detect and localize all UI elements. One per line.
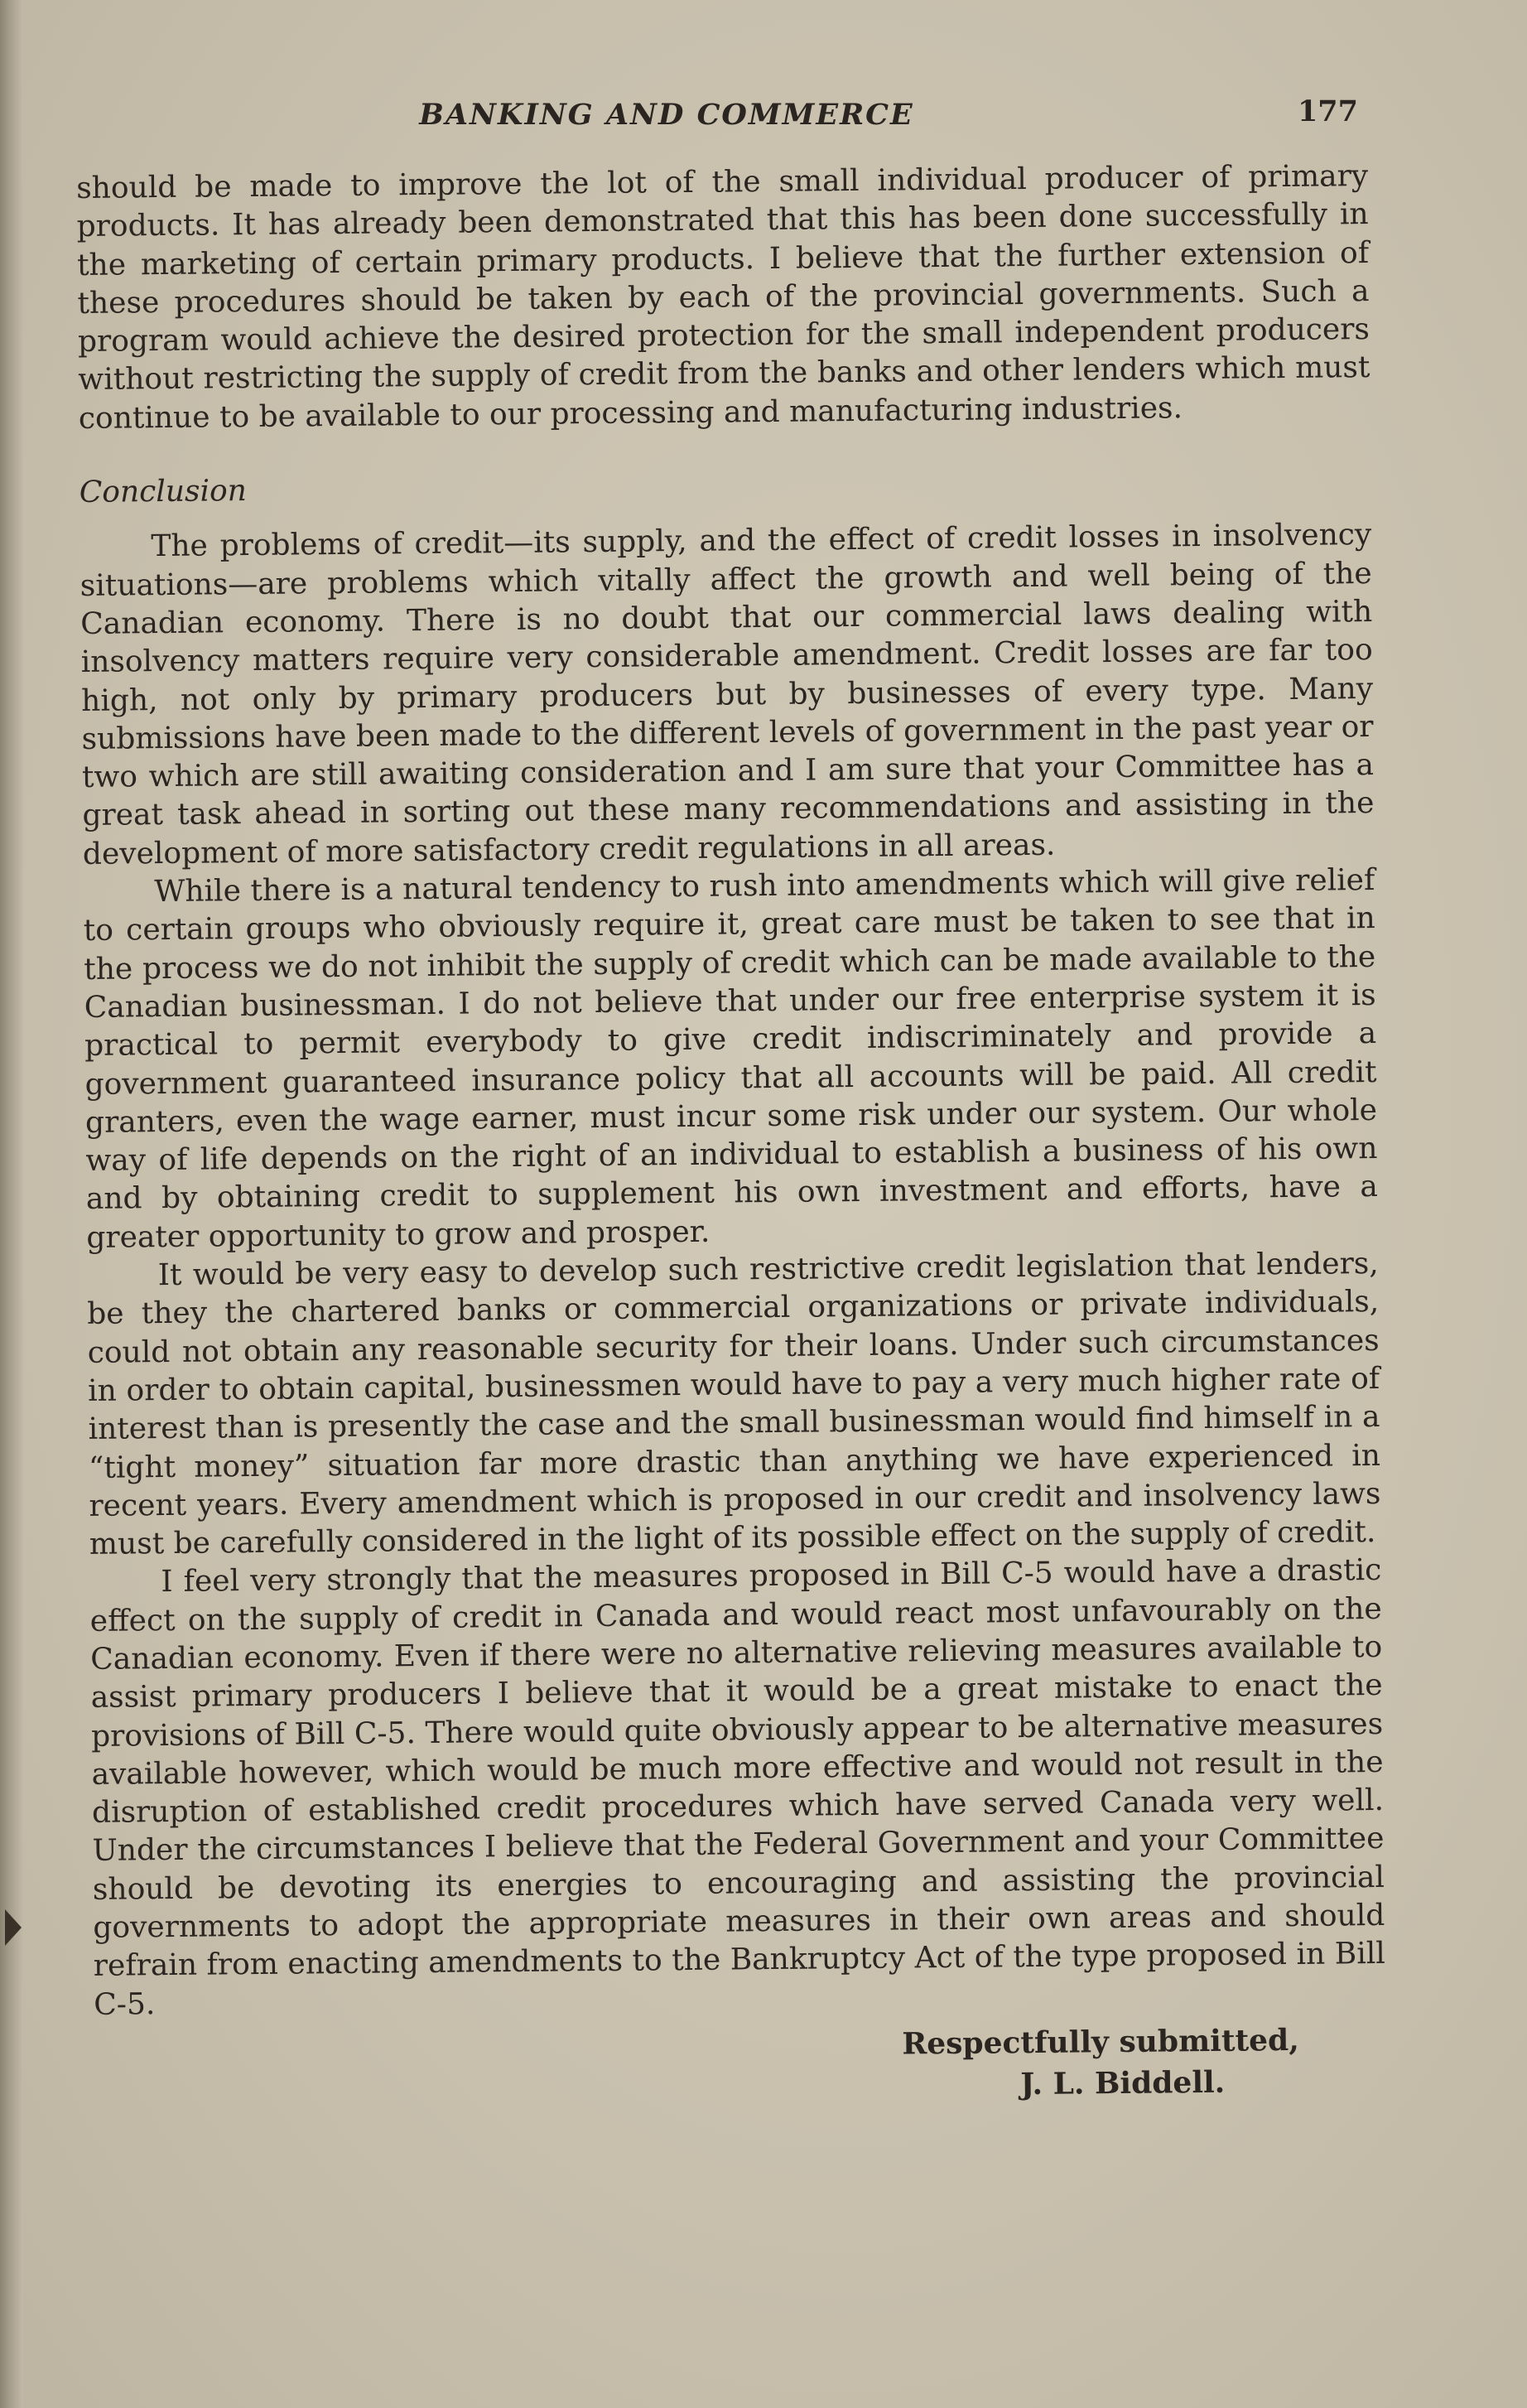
paragraph: While there is a natural tendency to rush into amendments which will give relief to certain groups who obviously require it, great care must be taken to see that in the process we do not inhibit the supply of credit which can be made available to the Canadian businessman. I do not believe that under our free enterprise system it is practical to permit everybody to give credit indiscriminately and provide a government guaranteed insurance policy that all accounts will be paid. All credit granters, even the wage earner, must incur some risk under our system. Our whole way of life depends on the right of an individual to establish a business of his own and by obtaining credit to supplement his own investment and efforts, have a greater opportunity to grow and prosper. — [83, 863, 1379, 1255]
section-heading-conclusion: Conclusion — [79, 474, 248, 510]
signature-block — [94, 2019, 1387, 2114]
running-title: BANKING AND COMMERCE — [419, 98, 914, 132]
binding-marker-icon — [5, 1909, 22, 1946]
paragraph-continued: should be made to improve the lot of the small individual producer of primary products. It has already been demonstrated that this has been done successfully in the marketing of certain primary products. I believe that the further extension of these procedures should be taken by each of the provincial governments. Such a program would achieve the desired protection for the small independent producers without restricting the supply of credit from the banks and other lenders which must continue to be available to our processing and manufacturing industries. — [76, 159, 1370, 436]
body-text — [76, 157, 1386, 2114]
signature-name: J. L. Biddell. — [1020, 2064, 1226, 2102]
signature-closing: Respectfully submitted, — [902, 2022, 1299, 2062]
page-number: 177 — [1297, 94, 1358, 128]
paragraph: It would be very easy to develop such restrictive credit legislation that lenders, be they the chartered banks or commercial organizations or private individuals, could not obtain any reasonable security for their loans. Under such circumstances in order to obtain capital, businessmen would have to pay a very much higher rate of interest than is presently the case and the small businessman would find himself in a “tight money” situation far more drastic than anything we have experienced in recent years. Every amendment which is proposed in our credit and insolvency laws must be carefully considered in the light of its possible effect on the supply of credit. — [87, 1246, 1381, 1562]
page-binding-edge — [0, 0, 23, 2408]
page-header — [75, 94, 1391, 139]
paragraph: The problems of credit—its supply, and the effect of credit losses in insolvency situations—are problems which vitally affect the growth and well being of the Canadian economy. There is no doubt that our commercial laws dealing with insolvency matters require very considerable amendment. Credit losses are far too high, not only by primary producers but by businesses of every type. Many submissions have been made to the different levels of government in the past year or two which are still awaiting consideration and I am sure that your Committee has a great task ahead in sorting out these many recommendations and assisting in the development of more satisfactory credit regulations in all areas. — [79, 518, 1375, 871]
paragraph: I feel very strongly that the measures proposed in Bill C-5 would have a drastic effect on the supply of credit in Canada and would react most unfavourably on the Canadian economy. Even if there were no alternative relieving measures available to assist primary producers I believe that it would be a great mistake to enact the provisions of Bill C-5. There would quite obviously appear to be alternative measures available however, which would be much more effective and would not result in the disruption of established credit procedures which have served Canada very well. Under the circumstances I believe that the Federal Government and your Committee should be devoting its energies to encouraging and assisting the provincial governments to adopt the appropriate measures in their own areas and should refrain from enacting amendments to the Bankruptcy Act of the type proposed in Bill C-5. — [89, 1553, 1385, 2022]
